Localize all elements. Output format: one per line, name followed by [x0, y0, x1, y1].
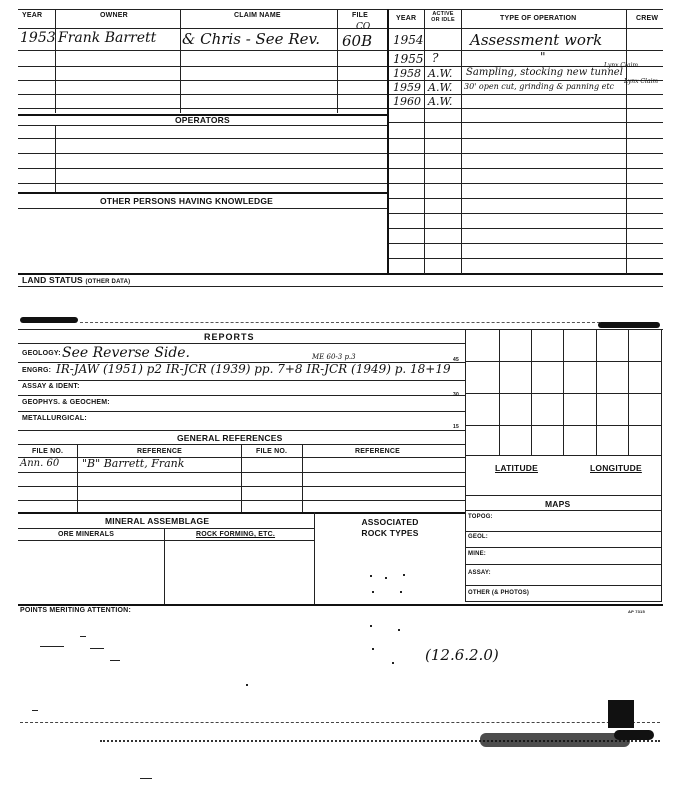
header-year-2: YEAR: [396, 15, 417, 22]
geology-value: See Reverse Side.: [62, 345, 191, 361]
general-references-heading: GENERAL REFERENCES: [177, 433, 283, 443]
metallurgical-label: METALLURGICAL:: [22, 415, 87, 422]
header-year: YEAR: [22, 12, 43, 19]
associated-rock-types-heading: ASSOCIATED ROCK TYPES: [361, 517, 419, 538]
header-owner: OWNER: [100, 12, 128, 19]
activity-operation-2: ": [540, 50, 546, 64]
header-claim-name: CLAIM NAME: [234, 12, 281, 19]
annotation-number: (12.6.2.0): [425, 646, 499, 664]
ore-minerals-label: ORE MINERALS: [58, 531, 115, 538]
claim-year: 1953: [20, 30, 56, 46]
activity-note-2: Lynx Claim: [624, 78, 659, 85]
margin-15: 15: [453, 424, 459, 430]
rock-forming-label: ROCK FORMING, ETC.: [196, 531, 276, 538]
gr-file-no: FILE NO.: [32, 448, 64, 455]
form-number: AP 7315: [628, 609, 645, 614]
geophys-label: GEOPHYS. & GEOCHEM:: [22, 399, 110, 406]
margin-45: 45: [453, 357, 459, 363]
header-file: FILE: [352, 12, 368, 19]
activity-status-4: A.W.: [428, 81, 453, 94]
other-persons-heading: OTHER PERSONS HAVING KNOWLEDGE: [100, 196, 274, 206]
activity-operation-3: Sampling, stocking new tunnel: [466, 67, 623, 78]
engrg-label: ENGRG:: [22, 367, 52, 374]
activity-year-2: 1955: [393, 52, 424, 66]
claim-owner: Frank Barrett: [58, 30, 157, 46]
activity-year-4: 1959: [393, 81, 421, 94]
activity-note: Lynx Claim: [604, 62, 639, 69]
map-geol: GEOL:: [468, 534, 488, 540]
activity-year-5: 1960: [393, 95, 421, 108]
gr-reference-2: REFERENCE: [355, 448, 400, 455]
margin-30: 30: [453, 392, 459, 398]
header-crew: CREW: [636, 15, 659, 22]
engrg-value: IR-JAW (1951) p2 IR-JCR (1939) pp. 7+8 IR-JCR (1949) p. 18+19: [56, 362, 451, 376]
map-assay: ASSAY:: [468, 570, 491, 576]
claim-file-sup: CO: [356, 22, 371, 32]
activity-status-3: A.W.: [428, 67, 453, 80]
operators-heading: OPERATORS: [175, 115, 230, 125]
activity-year-1: 1954: [393, 33, 424, 47]
activity-operation-4: 30' open cut, grinding & panning etc: [464, 82, 615, 91]
reports-heading: REPORTS: [204, 332, 255, 342]
map-mine: MINE:: [468, 551, 486, 557]
activity-operation-1: Assessment work: [470, 31, 603, 49]
mineral-assemblage-heading: MINERAL ASSEMBLAGE: [105, 516, 210, 526]
gr-reference: REFERENCE: [137, 448, 182, 455]
map-topog: TOPOG:: [468, 514, 493, 520]
activity-status-5: A.W.: [428, 95, 453, 108]
latitude-label: LATITUDE: [495, 463, 538, 473]
land-status-heading: LAND STATUS (OTHER DATA): [22, 275, 131, 285]
map-other: OTHER (& PHOTOS): [468, 590, 530, 596]
gr-file-no-2: FILE NO.: [256, 448, 288, 455]
activity-status-2: ?: [432, 51, 439, 65]
assay-ident-label: ASSAY & IDENT:: [22, 383, 80, 390]
points-heading: POINTS MERITING ATTENTION:: [20, 607, 131, 614]
header-type-of-operation: TYPE OF OPERATION: [500, 15, 577, 22]
geology-label: GEOLOGY:: [22, 350, 61, 357]
header-active-or-idle: ACTIVE OR IDLE: [431, 11, 455, 23]
maps-heading: MAPS: [545, 499, 571, 509]
claim-file: 60B: [342, 32, 373, 50]
gr-row-ref: "B" Barrett, Frank: [82, 457, 185, 470]
longitude-label: LONGITUDE: [590, 463, 642, 473]
gr-row-file: Ann. 60: [20, 458, 60, 469]
claim-name-value: & Chris - See Rev.: [182, 30, 320, 48]
activity-year-3: 1958: [393, 67, 421, 80]
engrg-sup: ME 60-3 p.3: [312, 353, 356, 361]
